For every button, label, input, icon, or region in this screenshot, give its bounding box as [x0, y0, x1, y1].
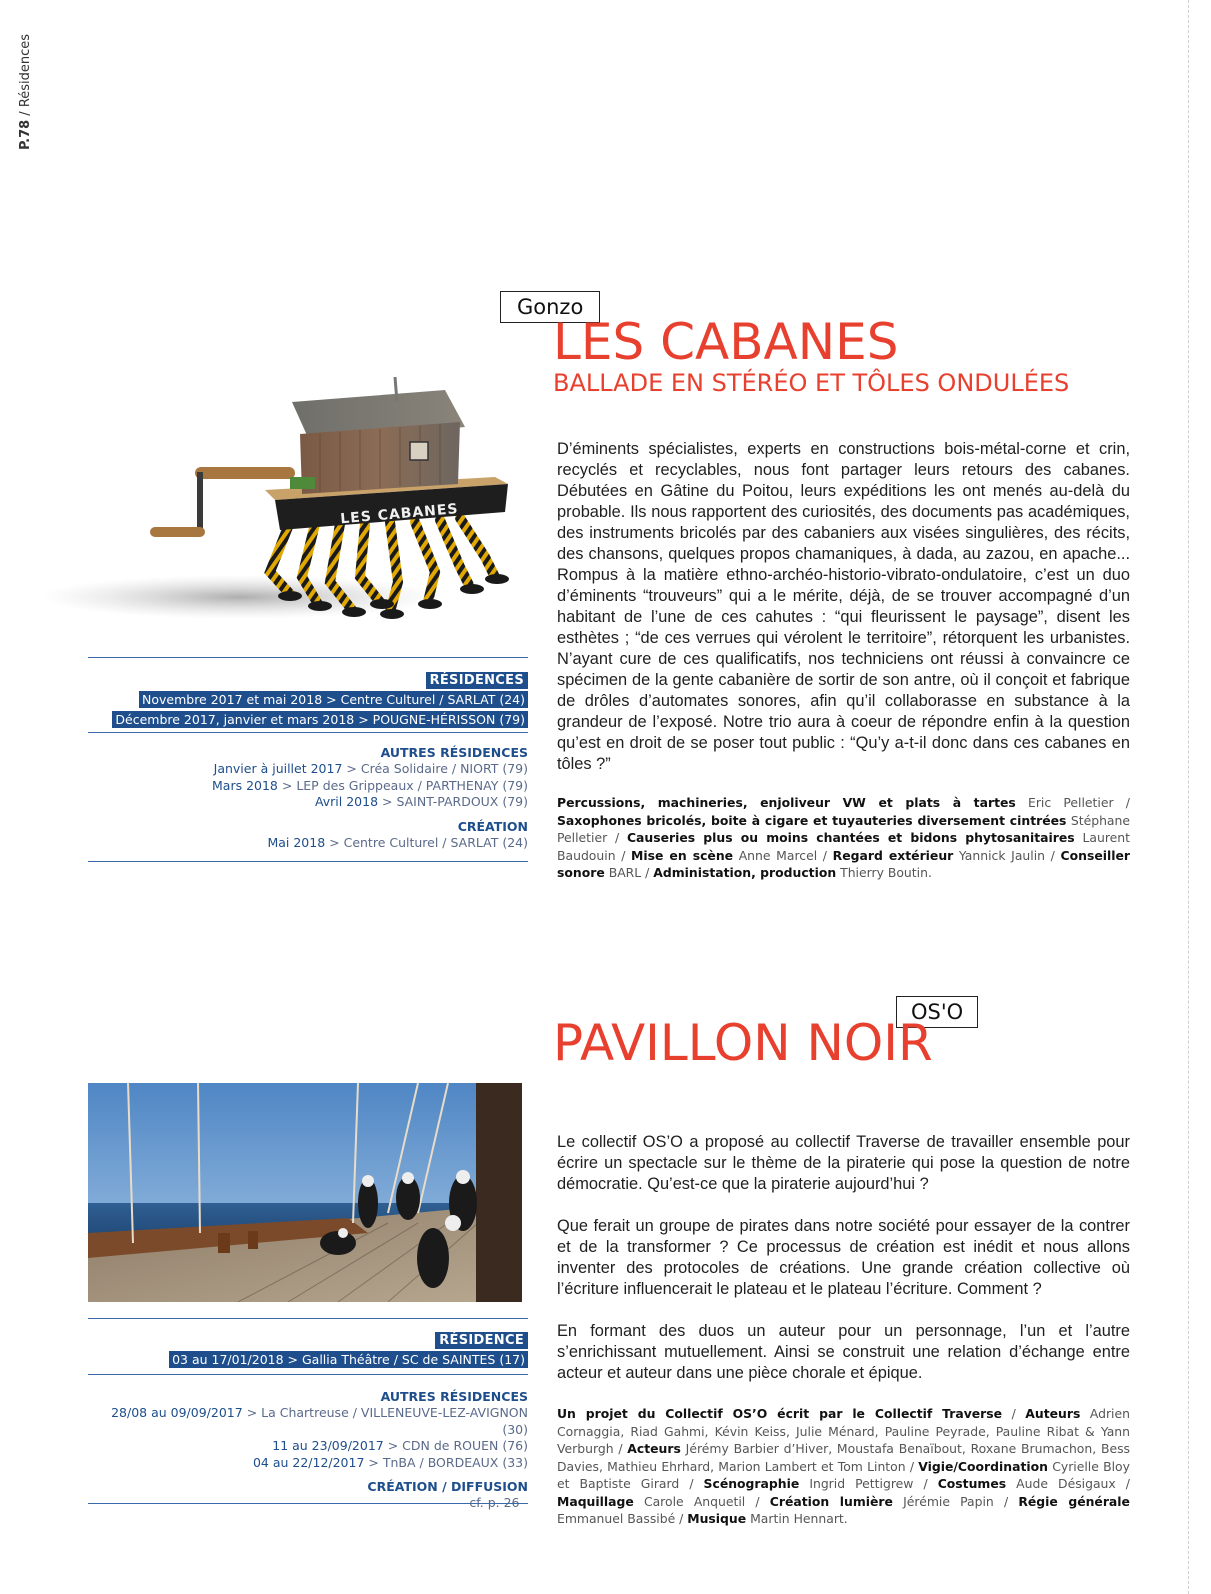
page-marker: P.78 / Résidences	[18, 33, 33, 150]
residence-place: > SAINT-PARDOUX (79)	[382, 794, 528, 809]
article2-residence	[88, 1329, 528, 1369]
residence-date: 11 au 23/09/2017	[272, 1438, 384, 1453]
article2-credits: Un projet du Collectif OS’O écrit par le Collectif Traverse / Auteurs Adrien Cornaggia, Riad Gahmi, Kévin Keiss, Julie Ménard, Pauline Peyrade, Pauline Ribat & Yann Verburgh / Acteurs Jérémy Barbier d’Hiver, Moustafa Benaïbout, Roxane Brumachon, Bess Davies, Mathieu Ehrhard, Marion Lambert et Tom Linton / Vigie/Coordination Cyrielle Bloy et Baptiste Girard / Scénographie Ingrid Pettigrew / Costumes Aude Désigaux / Maquillage Carole Anquetil / Création lumière Jérémie Papin / Régie générale Emmanuel Bassibé / Musique Martin Hennart.	[557, 1406, 1130, 1526]
pavillon-noir-photo	[88, 1083, 522, 1302]
autre-residence-line	[88, 1405, 528, 1438]
article1-residences	[88, 669, 528, 729]
credit-role: Maquillage	[557, 1493, 634, 1509]
article2-autres-residences	[88, 1388, 528, 1512]
credit-names: Ingrid Pettigrew	[809, 1476, 914, 1491]
credit-names: Adrien Cornaggia, Riad Gahmi, Kévin Keiss, Julie Ménard, Pauline Peyrade, Pauline Ribat & Yann Verburgh	[557, 1406, 1130, 1456]
autre-residence-line	[88, 1438, 528, 1455]
article1-autres-residences	[88, 744, 528, 851]
creation-date: Mai 2018	[267, 834, 326, 850]
residence-date: 28/08 au 09/09/2017	[111, 1405, 243, 1420]
credit-role: Percussions, machineries, enjoliveur VW et plats à tartes	[557, 795, 1016, 810]
article-title-les-cabanes: LES CABANES	[553, 313, 899, 371]
residence-date: Avril 2018	[314, 794, 379, 809]
credit-role: Auteurs	[1025, 1406, 1081, 1421]
credit-role: Costumes	[937, 1476, 1007, 1491]
credit-names: Carole Anquetil	[643, 1493, 746, 1509]
credit-role: Conseiller sonore	[557, 847, 1130, 880]
divider	[88, 861, 528, 862]
credit-names: Martin Hennart.	[750, 1511, 848, 1526]
article-subtitle: BALLADE EN STÉRÉO ET TÔLES ONDULÉES	[553, 369, 1070, 397]
article2-body	[557, 1132, 1130, 1405]
credit-names: Stéphane Pelletier	[557, 812, 1130, 845]
credit-names: Emmanuel Bassibé	[557, 1511, 676, 1526]
credit-names: Eric Pelletier	[1028, 795, 1114, 810]
residence-place: > CDN de ROUEN (76)	[387, 1438, 528, 1453]
autre-residence-line	[88, 778, 528, 795]
autres-residences-heading: AUTRES RÉSIDENCES	[380, 1389, 528, 1404]
credit-names: Jérémie Papin	[903, 1493, 994, 1509]
page-number: P.78	[18, 119, 33, 150]
article2-paragraph: En formant des duos un auteur pour un personnage, l’un et l’autre s’enrichissant mutuellement. Ainsi se construit une relation d’échange entre acteur et auteur dans une pièce chorale et épique.	[557, 1322, 1130, 1382]
creation-place: > Centre Culturel / SARLAT (24)	[329, 834, 528, 850]
hut-sign-text: LES CABANES	[339, 501, 460, 528]
credit-role: Un projet du Collectif OS’O écrit par le Collectif Traverse	[557, 1406, 1003, 1421]
les-cabanes-illustration	[40, 372, 520, 634]
residence-date: Janvier à juillet 2017	[213, 761, 343, 776]
credit-names: Aude Désigaux	[1016, 1476, 1116, 1491]
article2-paragraph: Le collectif OS’O a proposé au collectif Traverse de travailler ensemble pour écrire un spectacle sur le thème de la piraterie qui pose la question de notre démocratie. Qu’est-ce que la piraterie aujourd’hui ?	[557, 1133, 1130, 1193]
residence-heading: RÉSIDENCE	[435, 1332, 528, 1349]
article1-body	[557, 439, 1130, 796]
article1-paragraph: D’éminents spécialistes, experts en constructions bois-métal-corne et crin, recyclés et recyclables, nous font partager leurs retours des cabanes. Débutées en Gâtine du Poitou, leurs expéditions les ont menés au-delà du probable. Ils nous rapportent des curiosités, des documents pas académiques, des instruments bricolés par des cabaniers aux visées singulières, des récits, des chansons, quelques propos chamaniques, à dada, au zazou, en apache... Rompus à la matière ethno-archéo-historio-vibrato-ondulatoire, c’est un duo d’éminents “trouveurs” qui a le mérite, déjà, de se trouver accompagné d’un habitant de l’une de ces cahutes : “qui fleurissent le paysage”, disent les esthètes ; “de ces verrues qui vérolent le territoire”, rétorquent les urbanistes. N’ayant cure de ces qualificatifs, nos techniciens ont réussi à convaincre ce spécimen de la gente cabanière de sortir de son antre, où il conçoit et fabrique de drôles d’automates sonores, afin qu’il collaborasse en substance à la grandeur de l’exposé. Notre trio aura à coeur de répondre enfin à la question qu’est en droit de se poser tout public : “Qu’y a-t-il donc dans ces cabanes en tôles ?”	[557, 440, 1130, 773]
divider	[88, 1374, 528, 1375]
credit-names: Jérémy Barbier d’Hiver, Moustafa Benaïbout, Roxane Brumachon, Bess Davies, Mathieu Ehrhard, Marion Lambert et Tom Linton	[557, 1441, 1130, 1474]
residences-heading: RÉSIDENCES	[426, 672, 528, 689]
credit-names: Cyrielle Bloy et Baptiste Girard	[557, 1458, 1130, 1491]
autre-residence-line	[88, 1455, 528, 1472]
residence-date: Mars 2018	[212, 777, 278, 793]
credit-names: BARL	[608, 865, 642, 880]
divider	[88, 1503, 528, 1504]
residence-place: > La Chartreuse / VILLENEUVE-LEZ-AVIGNON (30)	[246, 1405, 528, 1437]
creation-reference: - cf. p. 26 -	[460, 1495, 528, 1510]
credit-names: Thierry Boutin.	[840, 865, 932, 880]
credit-role: Mise en scène	[631, 847, 734, 863]
credit-names: Yannick Jaulin	[958, 847, 1046, 863]
residence-place: > Créa Solidaire / NIORT (79)	[346, 761, 528, 776]
creation-heading: CRÉATION	[457, 818, 528, 834]
article-title-pavillon-noir: PAVILLON NOIR	[553, 1014, 933, 1072]
autres-residences-heading: AUTRES RÉSIDENCES	[380, 745, 528, 760]
residence-place: > TnBA / BORDEAUX (33)	[368, 1454, 528, 1470]
article1-credits: Percussions, machineries, enjoliveur VW et plats à tartes Eric Pelletier / Saxophones bricolés, boite à cigare et tuyauteries diversement cintrées Stéphane Pelletier / Causeries plus ou moins chantées et bidons phytosanitaires Laurent Baudouin / Mise en scène Anne Marcel / Regard extérieur Yannick Jaulin / Conseiller sonore BARL / Administation, production Thierry Boutin.	[557, 795, 1130, 880]
credit-names: Laurent Baudouin	[557, 830, 1130, 863]
autre-residence-line	[88, 761, 528, 778]
residence-date: 04 au 22/12/2017	[252, 1454, 365, 1470]
company-tag-gonzo: Gonzo	[500, 291, 600, 323]
company-tag-oso: OS'O	[896, 996, 978, 1028]
article2-paragraph: Que ferait un groupe de pirates dans notre société pour essayer de la contrer et de la transformer ? Ce processus de création est inédit et nous allons inventer des protocoles de créations. Une grande création collective où l’écriture influencerait le plateau et le plateau l’écriture. Comment ?	[557, 1217, 1130, 1298]
credit-role: Administation, production	[653, 865, 837, 880]
credit-role: Saxophones bricolés, boite à cigare et tuyauteries diversement cintrées	[557, 812, 1067, 828]
page-edge-rule	[1188, 0, 1189, 1594]
divider	[88, 1318, 528, 1319]
autre-residence-line	[88, 794, 528, 811]
credit-role: Scénographie	[703, 1476, 800, 1491]
credit-role: Musique	[687, 1511, 747, 1526]
credit-role: Causeries plus ou moins chantées et bidons phytosanitaires	[626, 830, 1075, 845]
credit-names: Anne Marcel	[738, 847, 818, 863]
credit-role: Vigie/Coordination	[918, 1458, 1048, 1474]
residence-line: Décembre 2017, janvier et mars 2018 > POUGNE-HÉRISSON (79)	[112, 711, 528, 728]
residence-line: Novembre 2017 et mai 2018 > Centre Culturel / SARLAT (24)	[139, 691, 528, 708]
credit-role: Acteurs	[627, 1441, 681, 1456]
divider	[88, 732, 528, 733]
divider	[88, 657, 528, 658]
residence-line: 03 au 17/01/2018 > Gallia Théâtre / SC de SAINTES (17)	[169, 1351, 528, 1368]
residence-place: > LEP des Grippeaux / PARTHENAY (79)	[281, 777, 528, 793]
creation-diffusion-heading: CRÉATION / DIFFUSION	[367, 1479, 528, 1494]
credit-role: Régie générale	[1018, 1493, 1130, 1509]
creation-line	[88, 835, 528, 852]
section-name: Résidences	[18, 33, 33, 108]
credit-role: Création lumière	[769, 1493, 893, 1509]
credit-role: Regard extérieur	[832, 847, 954, 863]
